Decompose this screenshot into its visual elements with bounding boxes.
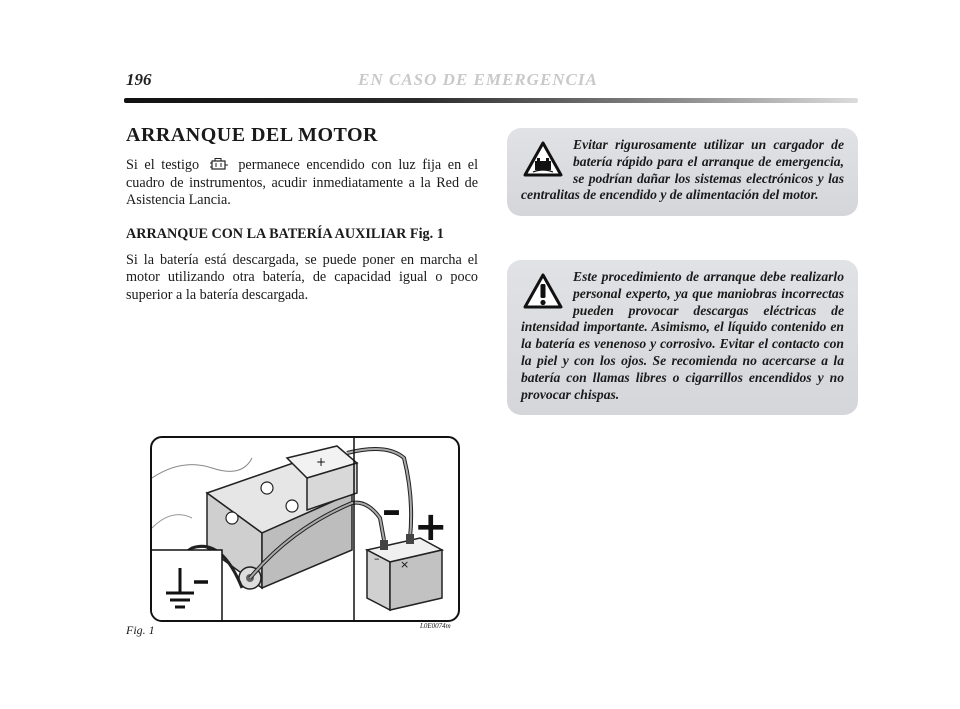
figure-caption: Fig. 1: [126, 623, 155, 637]
battery-charger-warning-icon: [523, 141, 563, 177]
warning-box-charger: [507, 128, 858, 216]
subsection-title: ARRANQUE CON LA BATERÍA AUXILIAR Fig. 1: [126, 225, 444, 242]
running-head: EN CASO DE EMERGENCIA: [358, 70, 598, 89]
intro-before-icon: Si el testigo: [126, 157, 200, 173]
figure-plus-small: +: [316, 455, 327, 469]
aux-plus-small: ×: [400, 558, 410, 571]
body-paragraph: Si la batería está descargada, se puede poner en marcha el motor utilizando otra batería, de capacidad igual o poco superior a la batería descargada.: [126, 251, 478, 303]
engine-control-telltale-icon: [209, 157, 229, 172]
header-rule: [124, 98, 858, 103]
jump-start-illustration: [152, 438, 458, 620]
figure-minus-sign: –: [382, 488, 401, 532]
figure-code: L0E0074m: [420, 622, 451, 630]
warning-box-procedure: [507, 260, 858, 415]
page-number: 196: [126, 70, 152, 89]
intro-after-icon: permanece encendido con luz fija en el cuadro de instrumentos, acudir inmediatamente a la Red de Asistencia Lancia.: [126, 157, 479, 208]
figure-plus-sign: +: [414, 504, 448, 550]
section-title: ARRANQUE DEL MOTOR: [126, 124, 378, 146]
intro-paragraph: [126, 157, 478, 210]
left-column: [126, 124, 478, 304]
aux-minus-small: –: [374, 552, 380, 565]
exclamation-warning-icon: [523, 273, 563, 309]
figure-1: [150, 436, 460, 622]
warning-text-procedure: Este procedimiento de arranque debe realizarlo personal experto, ya que maniobras incorrectas pueden provocar descargas eléctricas de intensidad importante. Asimismo, el líquido contenido en la batería es venenoso y corrosivo. Evitar el contacto con la piel y con los ojos. Se recomienda no acercarse a la batería con llamas libres o cigarrillos encendidos y no provocar chispas.: [521, 269, 844, 402]
warning-text-charger: Evitar rigurosamente utilizar un cargador de batería rápido para el arranque de emergencia, se podrían dañar los sistemas electrónicos y las centralitas de encendido y de alimentación del motor.: [521, 137, 844, 203]
